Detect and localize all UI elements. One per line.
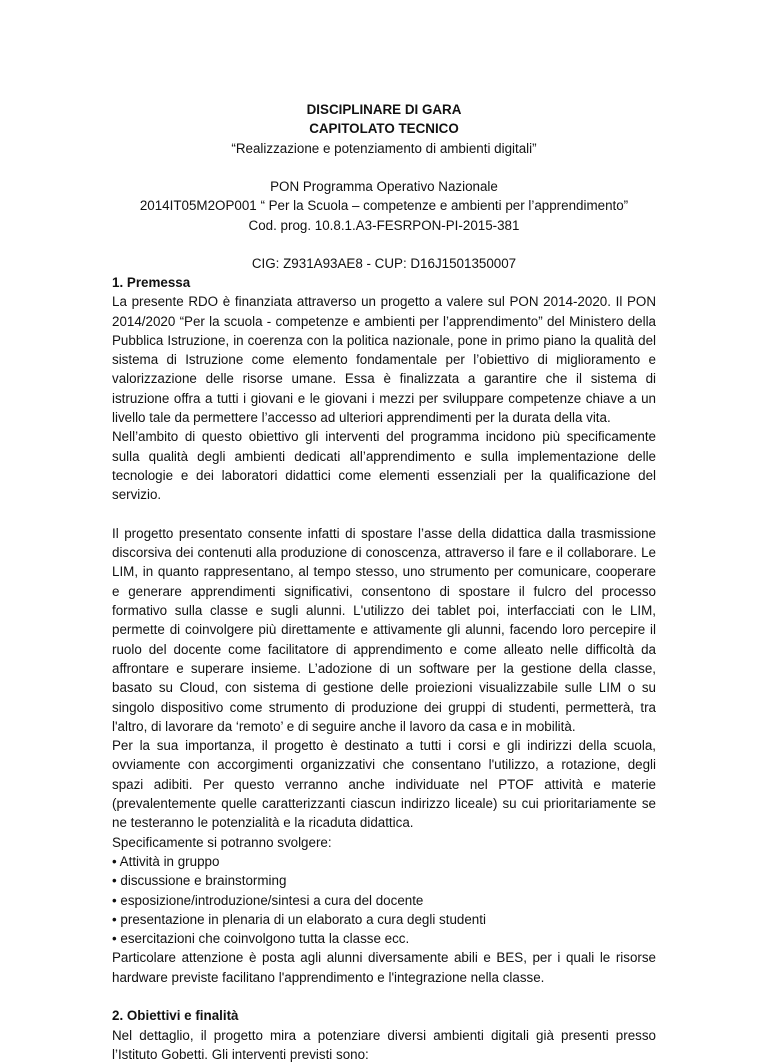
- paragraph: Particolare attenzione è posta agli alunni diversamente abili e BES, per i quali le risorse hardware previste facilitano l'apprendimento e l'integrazione nella classe.: [112, 950, 656, 985]
- cig-cup: CIG: Z931A93AE8 - CUP: D16J1501350007: [251, 256, 517, 272]
- spacer: [112, 987, 656, 1006]
- list-item: • esposizione/introduzione/sintesi a cura del docente: [112, 892, 424, 908]
- project-name: “Realizzazione e potenziamento di ambienti digitali”: [231, 140, 537, 156]
- program-name: PON Programma Operativo Nazionale: [270, 179, 498, 195]
- spacer: [112, 235, 656, 254]
- list-item: • esercitazioni che coinvolgono tutta la classe ecc.: [112, 931, 410, 947]
- program-code: 2014IT05M2OP001 “ Per la Scuola – competenze e ambienti per l’apprendimento”: [139, 198, 629, 214]
- list-item: • discussione e brainstorming: [112, 873, 287, 889]
- cod-prog: Cod. prog. 10.8.1.A3-FESRPON-PI-2015-381: [248, 217, 520, 233]
- paragraph: Nell’ambito di questo obiettivo gli interventi del programma incidono più specificamente sulla qualità degli ambienti dedicati all’apprendimento e sulla implementazione delle tecnologie e dei laboratori didattici come elementi essenziali per la qualificazione del servizio.: [112, 429, 656, 503]
- document-body: [112, 273, 656, 1064]
- paragraph: La presente RDO è finanziata attraverso un progetto a valere sul PON 2014-2020. Il PON 2014/2020 “Per la scuola - competenze e ambienti per l’apprendimento” del Ministero della Pubblica Istruzione, in coerenza con la politica nazionale, pone in primo piano la qualità del sistema di Istruzione come elemento fondamentale per l’obiettivo di miglioramento e valorizzazione delle risorse umane. Essa è finalizzata a garantire che il sistema di istruzione offra a tutti i giovani e le giovani i mezzi per sviluppare competenze chiave a un livello tale da permettere l’accesso ad ulteriori apprendimenti per la durata della vita.: [112, 294, 656, 426]
- document-title: DISCIPLINARE DI GARA: [306, 102, 462, 117]
- paragraph: Per la sua importanza, il progetto è destinato a tutti i corsi e gli indirizzi della scuola, ovviamente con accorgimenti organizzativi che consentano l'utilizzo, a rotazione, degli spazi adibiti. Per questo verranno anche individuate nel PTOF attività e materie (prevalentemente quelle caratterizzanti ciascun indirizzo liceale) su cui prioritariamente se ne testeranno le potenzialità e la ricaduta didattica.: [112, 738, 656, 831]
- document-subtitle: CAPITOLATO TECNICO: [309, 121, 459, 137]
- paragraph: Il progetto presentato consente infatti di spostare l’asse della didattica dalla trasmissione discorsiva dei contenuti alla produzione di conoscenza, attraverso il fare e il collaborare. Le LIM, in quanto rappresentano, al tempo stesso, uno strumento per comunicare, cooperare e generare apprendimenti significativi, consentono di spostare il fulcro del processo formativo sulla classe e sugli alunni. L'utilizzo dei tablet poi, interfacciati con le LIM, permette di coinvolgere più direttamente e attivamente gli alunni, facendo loro percepire il ruolo del docente come facilitatore di apprendimento e come alleato nelle difficoltà da affrontare e superare insieme. L’adozione di un software per la gestione della classe, basato su Cloud, con sistema di gestione delle proiezioni visualizzabile sulle LIM o su singolo dispositivo come strumento di produzione dei gruppi di studenti, permetterà, tra l'altro, di lavorare da ‘remoto’ e di seguire anche il lavoro da casa e in mobilità.: [112, 525, 656, 734]
- list-item: • Attività in gruppo: [112, 853, 220, 869]
- spacer: [112, 505, 656, 524]
- paragraph: Specificamente si potranno svolgere:: [112, 834, 332, 850]
- section-heading-premessa: 1. Premessa: [112, 275, 191, 290]
- activity-list: [112, 852, 656, 948]
- spacer: [112, 158, 656, 177]
- paragraph: Nel dettaglio, il progetto mira a potenziare diversi ambienti digitali già presenti presso l’Istituto Gobetti. Gli interventi previsti sono:: [112, 1027, 656, 1062]
- document-header: [112, 100, 656, 274]
- section-heading-obiettivi: 2. Obiettivi e finalità: [112, 1008, 239, 1024]
- list-item: • presentazione in plenaria di un elaborato a cura degli studenti: [112, 911, 486, 927]
